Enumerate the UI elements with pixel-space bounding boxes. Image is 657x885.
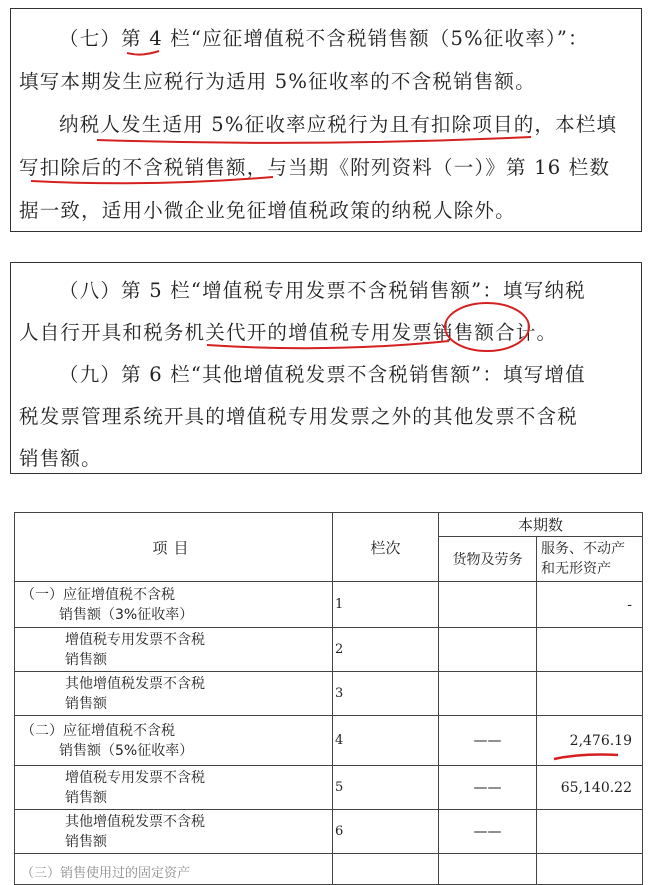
row-5-column: 5: [333, 766, 439, 810]
row-2-services: [537, 628, 643, 672]
row-6-column: 6: [333, 810, 439, 854]
row-7-column: [333, 854, 439, 885]
header-services: [537, 537, 643, 582]
row-1-goods: [439, 582, 537, 628]
section-7-line-1: （七）第 4 栏“应征增值税不含税销售额（5%征收率）”：: [59, 27, 589, 50]
row-3-label-2: 销售额: [65, 695, 107, 712]
row-1-services: -: [537, 582, 643, 628]
section-7-line-4: 写扣除后的不含税销售额，与当期《附列资料（一）》第 16 栏数: [19, 156, 611, 179]
row-5-goods: ——: [439, 766, 537, 810]
row-4-red-underline: [552, 751, 622, 763]
row-3-goods: [439, 672, 537, 716]
row-7-cut-item: （三）销售使用过的固定资产: [15, 854, 333, 885]
section-7-line-2: 填写本期发生应税行为适用 5%征收率的不含税销售额。: [19, 70, 536, 93]
row-3-label-1: 其他增值税发票不含税: [65, 675, 205, 692]
row-3-services: [537, 672, 643, 716]
row-4-services-value: 2,476.19: [569, 732, 632, 749]
row-2-column: 2: [333, 628, 439, 672]
section-8-line-1: （八）第 5 栏“增值税专用发票不含税销售额”：填写纳税: [59, 279, 586, 302]
row-1-item: [15, 582, 333, 628]
row-4-column: 4: [333, 716, 439, 766]
row-4-label-2: 销售额（5%征收率）: [59, 742, 194, 759]
row-6-label-2: 销售额: [65, 833, 107, 850]
row-5-label-2: 销售额: [65, 789, 107, 806]
section-8-line-2: 人自行开具和税务机关代开的增值税专用发票销售额合计。: [19, 321, 558, 344]
section-9-line-2: 税发票管理系统开具的增值税专用发票之外的其他发票不含税: [19, 405, 578, 428]
row-3-item: [15, 672, 333, 716]
row-4-item: [15, 716, 333, 766]
row-2-item: [15, 628, 333, 672]
header-current-period: 本期数: [439, 513, 643, 537]
section-7-line-5: 据一致，适用小微企业免征增值税政策的纳税人除外。: [19, 199, 516, 222]
row-5-label-1: 增值税专用发票不含税: [65, 769, 205, 786]
section-8-9-box: [10, 262, 642, 474]
row-6-item: [15, 810, 333, 854]
tax-table: [14, 506, 642, 881]
row-3-column: 3: [333, 672, 439, 716]
row-2-goods: [439, 628, 537, 672]
row-1-label-2: 销售额（3%征收率）: [59, 606, 194, 623]
row-4-services: [537, 716, 643, 766]
row-6-label-1: 其他增值税发票不含税: [65, 813, 205, 830]
header-goods-labor: 货物及劳务: [439, 537, 537, 582]
row-2-label-2: 销售额: [65, 651, 107, 668]
row-4-label-1: （二）应征增值税不含税: [21, 722, 175, 739]
row-1-column: 1: [333, 582, 439, 628]
row-7-services: [537, 854, 643, 885]
section-7-box: [10, 8, 642, 232]
header-services-label: 服务、不动产和无形资产: [541, 541, 625, 577]
row-5-item: [15, 766, 333, 810]
row-1-label-1: （一）应征增值税不含税: [21, 586, 175, 603]
section-9-line-3: 销售额。: [19, 447, 102, 470]
row-5-services: 65,140.22: [537, 766, 643, 810]
header-item: 项目: [15, 513, 333, 582]
section-9-line-1: （九）第 6 栏“其他增值税发票不含税销售额”：填写增值: [59, 363, 586, 386]
row-7-goods: [439, 854, 537, 885]
header-column-number: 栏次: [333, 513, 439, 582]
section-7-line-3: 纳税人发生适用 5%征收率应税行为且有扣除项目的，本栏填: [59, 113, 618, 136]
row-6-goods: ——: [439, 810, 537, 854]
row-6-services: [537, 810, 643, 854]
row-4-goods: ——: [439, 716, 537, 766]
row-2-label-1: 增值税专用发票不含税: [65, 631, 205, 648]
